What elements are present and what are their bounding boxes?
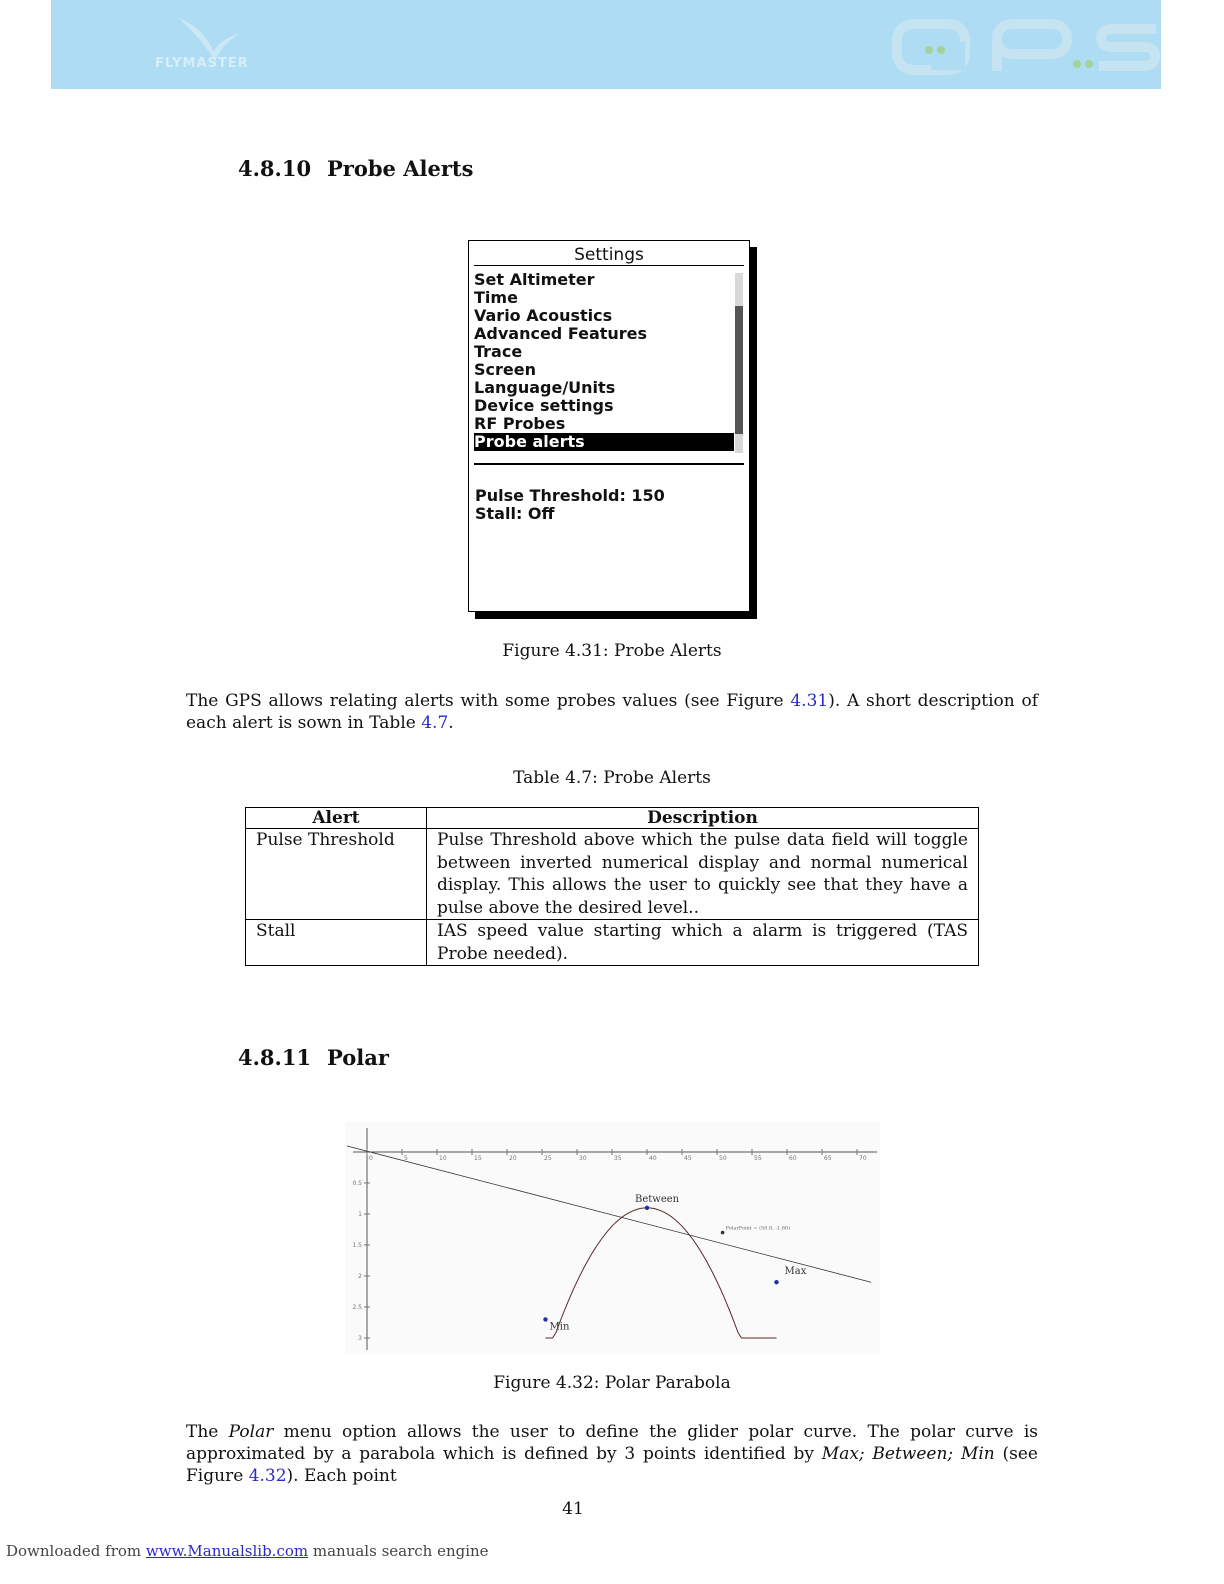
text: The (186, 1422, 229, 1442)
manualslib-link[interactable]: www.Manualslib.com (145, 1542, 309, 1560)
menu-item-language-units[interactable]: Language/Units (474, 378, 616, 397)
x-tick-label: 55 (754, 1155, 762, 1162)
x-tick-label: 60 (789, 1155, 797, 1162)
probe-alert-values (475, 487, 665, 523)
menu-item-set-altimeter[interactable]: Set Altimeter (474, 270, 595, 289)
figure-ref-link[interactable]: 4.32 (248, 1466, 287, 1486)
figure-caption-polar: Figure 4.32: Polar Parabola (493, 1373, 731, 1393)
alert-description: IAS speed value starting which a alarm is triggered (TAS Probe needed). (427, 920, 979, 966)
x-tick-label: 5 (404, 1155, 408, 1162)
menu-item-time[interactable]: Time (474, 288, 518, 307)
text: ). Each point (286, 1466, 397, 1486)
pulse-threshold-value: Pulse Threshold: 150 (475, 486, 665, 505)
paragraph-probe-alerts (186, 690, 1038, 734)
point-label-min: Min (549, 1321, 570, 1333)
menu-item-advanced-features[interactable]: Advanced Features (474, 324, 648, 343)
y-tick-label: 1.5 (352, 1242, 362, 1249)
x-tick-label: 40 (649, 1155, 657, 1162)
x-tick-label: 35 (614, 1155, 622, 1162)
menu-scrollbar[interactable] (735, 273, 743, 453)
emphasis-polar: Polar (228, 1422, 274, 1442)
probe-alerts-table (245, 807, 979, 966)
section-title: Polar (327, 1045, 389, 1070)
y-tick-label: 0.5 (352, 1180, 362, 1187)
menu-item-screen[interactable]: Screen (474, 360, 536, 379)
x-tick-label: 25 (544, 1155, 552, 1162)
settings-menu (474, 271, 734, 451)
x-tick-label: 30 (579, 1155, 587, 1162)
point-min (543, 1317, 547, 1321)
x-tick-label: 10 (439, 1155, 447, 1162)
x-tick-label: 0 (369, 1155, 373, 1162)
emphasis-points: Max; Between; Min (821, 1444, 995, 1464)
scrollbar-thumb[interactable] (735, 306, 743, 434)
point-label-max: Max (784, 1266, 807, 1278)
table-row (246, 920, 979, 966)
text: (see Figure (186, 1444, 1038, 1486)
footer-text: Downloaded from (6, 1542, 146, 1560)
x-tick-label: 70 (859, 1155, 867, 1162)
text: The GPS allows relating alerts with some probes values (see Figure (186, 691, 791, 711)
point-label-between: Between (635, 1193, 680, 1205)
x-tick-label: 50 (719, 1155, 727, 1162)
point-max (774, 1280, 778, 1284)
brand-name: FLYMASTER (155, 56, 249, 71)
menu-item-trace[interactable]: Trace (474, 342, 523, 361)
x-tick-label: 20 (509, 1155, 517, 1162)
menu-item-device-settings[interactable]: Device settings (474, 396, 614, 415)
alert-name: Pulse Threshold (246, 829, 427, 920)
y-tick-label: 1 (358, 1211, 362, 1218)
column-header-alert: Alert (246, 808, 427, 829)
x-tick-label: 65 (824, 1155, 832, 1162)
alert-description: Pulse Threshold above which the pulse data field will toggle between inverted numerical display and normal numerical display. This allows the user to quickly see that they have a pulse above the desired level.. (427, 829, 979, 920)
polar-parabola-chart (345, 1122, 880, 1354)
page-number: 41 (562, 1499, 584, 1519)
text: ). A short description of each alert is sown in Table (186, 691, 1038, 733)
text: . (448, 713, 454, 733)
figure-caption-probe-alerts: Figure 4.31: Probe Alerts (502, 641, 722, 661)
table-ref-link[interactable]: 4.7 (421, 713, 449, 733)
y-tick-label: 2 (358, 1273, 362, 1280)
menu-item-rf-probes[interactable]: RF Probes (474, 414, 566, 433)
x-tick-label: 15 (474, 1155, 482, 1162)
footer-text: manuals search engine (308, 1542, 489, 1560)
table-row (246, 829, 979, 920)
point-between (645, 1206, 649, 1210)
point-polarpoint (721, 1231, 725, 1235)
stall-value: Stall: Off (475, 504, 555, 523)
section-heading-polar (238, 1045, 389, 1070)
device-screen (468, 240, 750, 612)
section-number: 4.8.10 (238, 156, 312, 181)
section-title: Probe Alerts (327, 156, 474, 181)
paragraph-polar (186, 1421, 1038, 1487)
gps-logo (891, 14, 1166, 76)
x-tick-label: 45 (684, 1155, 692, 1162)
chart-background (345, 1122, 880, 1354)
device-screen-title: Settings (574, 245, 644, 265)
text: menu option allows the user to define the glider polar curve. The polar curve is approximated by a parabola which is defined by 3 points identified by (186, 1422, 1038, 1464)
menu-item-probe-alerts[interactable]: Probe alerts (474, 433, 734, 451)
alert-name: Stall (246, 920, 427, 966)
header-banner (51, 0, 1161, 89)
values-divider (474, 463, 744, 465)
point-label-polarpoint: PolarPoint = (50.8, -1.60) (725, 1225, 791, 1232)
column-header-description: Description (427, 808, 979, 829)
figure-ref-link[interactable]: 4.31 (790, 691, 829, 711)
footer (6, 1542, 489, 1560)
y-tick-label: 2.5 (352, 1304, 362, 1311)
y-tick-label: 3 (358, 1335, 362, 1342)
table-caption: Table 4.7: Probe Alerts (513, 768, 711, 788)
section-heading-probe-alerts (238, 156, 473, 181)
menu-item-vario-acoustics[interactable]: Vario Acoustics (474, 306, 613, 325)
section-number: 4.8.11 (238, 1045, 312, 1070)
title-divider (474, 265, 744, 266)
